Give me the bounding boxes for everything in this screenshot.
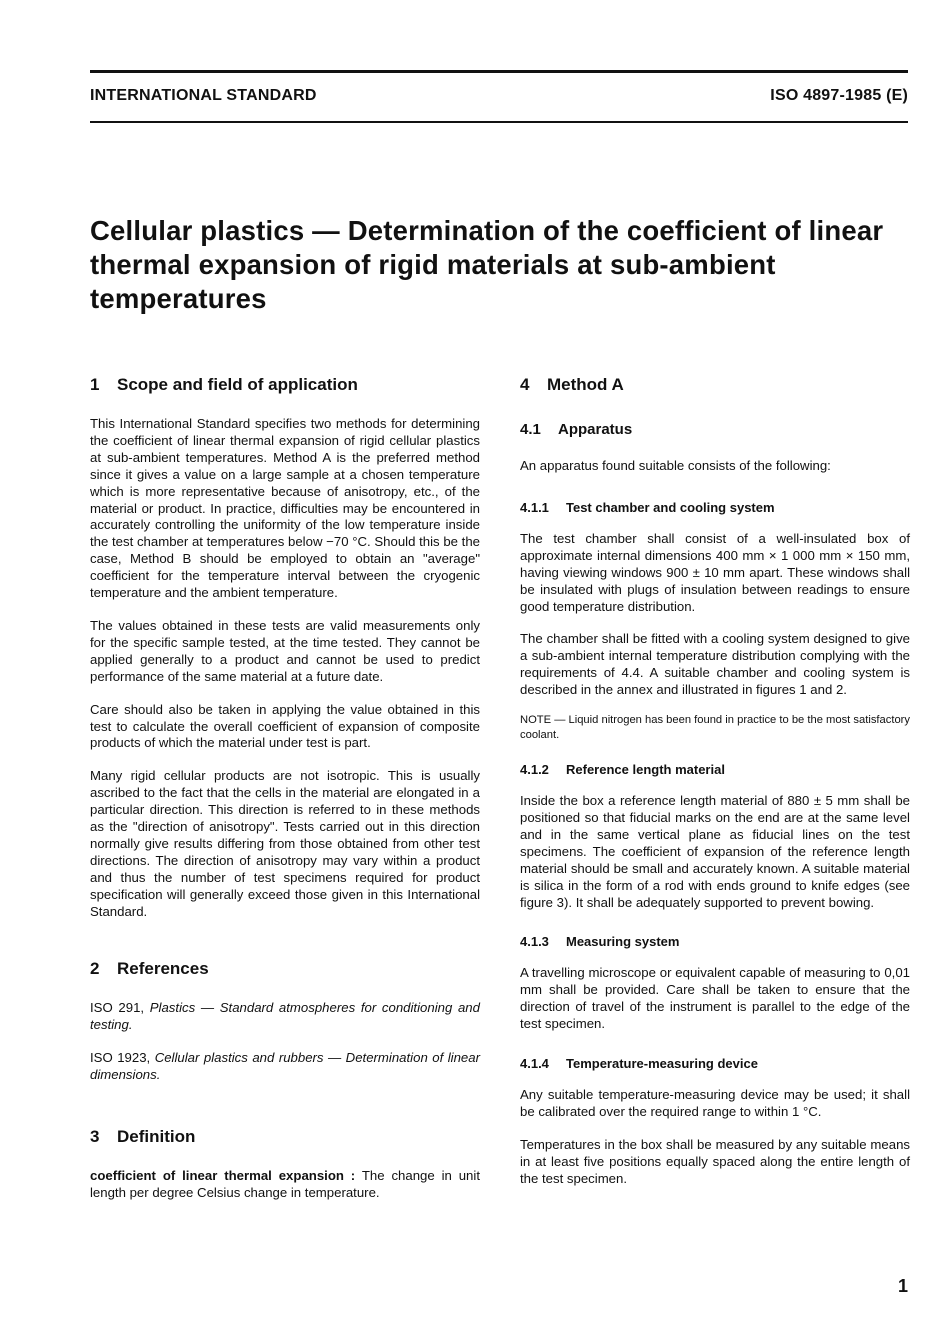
subsection-4-1-4-paragraph-2: Temperatures in the box shall be measured by any suitable means in at least five positions equally spaced along the entire length of the test specimen. — [520, 1136, 910, 1186]
section-1-title: Scope and field of application — [117, 375, 358, 394]
reference-2-title: Cellular plastics and rubbers — Determination of linear dimensions. — [90, 1050, 480, 1083]
definition-paragraph — [90, 1168, 480, 1202]
page-number: 1 — [897, 1276, 908, 1296]
subsection-4-1-heading — [520, 420, 910, 440]
subsection-4-1-1-title: Test chamber and cooling system — [566, 499, 775, 515]
subsection-4-1-4-paragraph-1: Any suitable temperature-measuring device may be used; it shall be calibrated over the required range to within 1 °C. — [520, 1087, 910, 1119]
header-standard-label: INTERNATIONAL STANDARD — [90, 87, 317, 104]
section-1-heading — [90, 374, 480, 396]
reference-2-code: ISO 1923, — [90, 1050, 151, 1066]
section-4-title: Method A — [547, 375, 624, 394]
subsection-4-1-1-paragraph-2: The chamber shall be fitted with a cooling system designed to give a sub-ambient internal temperature distribution complying with the requirements of 4.4. A suitable chamber and cooling system is described in the annex and illustrated in figures 1 and 2. — [520, 631, 910, 698]
document-title: Cellular plastics — Determination of the coefficient of linear thermal expansion of rigid materials at sub-ambient temperatures — [90, 215, 884, 314]
section-1-paragraph-1: This International Standard specifies two methods for determining the coefficient of linear thermal expansion of rigid cellular plastics at sub-ambient temperatures. Method A is the preferred method since it gives a value on a large sample at a chosen temperature which is more representative because of anisotropy, etc., of the material or product. In practice, difficulties may be encountered in accurately controlling the uniformity of the low temperature inside the test chamber at temperatures below −70 °C. Should this be the case, Method B should be employed to obtain an "average" coefficient for the temperature interval between the cryogenic temperature and the ambient temperature. — [90, 416, 480, 601]
section-3-heading — [90, 1126, 480, 1148]
reference-1-code: ISO 291, — [90, 1000, 145, 1016]
definition-term: coefficient of linear thermal expansion : — [90, 1168, 356, 1184]
subsection-4-1-3-heading — [520, 933, 910, 951]
subsection-4-1-2-heading — [520, 761, 910, 779]
section-1-number: 1 — [90, 375, 100, 394]
section-1-paragraph-3: Care should also be taken in applying the value obtained in this test to calculate the overall coefficient of expansion of composite products of which the material under test is part. — [90, 701, 480, 751]
subsection-4-1-2-number: 4.1.2 — [520, 762, 549, 778]
subsection-4-1-1-note: NOTE — Liquid nitrogen has been found in practice to be the most satisfactory coolant. — [520, 714, 910, 742]
header-top-rule — [90, 70, 908, 73]
subsection-4-1-3-paragraph-1: A travelling microscope or equivalent capable of measuring to 0,01 mm shall be provided. Care shall be taken to ensure that the direction of travel of the instrument is parallel to the edge of the test specimen. — [520, 965, 910, 1032]
section-2-number: 2 — [90, 959, 100, 979]
subsection-4-1-4-title: Temperature-measuring device — [566, 1056, 758, 1072]
subsection-4-1-1-number: 4.1.1 — [520, 499, 549, 515]
subsection-4-1-title: Apparatus — [558, 421, 633, 438]
subsection-4-1-intro: An apparatus found suitable consists of the following: — [520, 458, 831, 473]
subsection-4-1-number: 4.1 — [520, 421, 541, 438]
section-3-title: Definition — [117, 1127, 196, 1147]
subsection-4-1-4-number: 4.1.4 — [520, 1056, 549, 1072]
subsection-4-1-4-heading — [520, 1055, 910, 1073]
section-4-heading — [520, 374, 910, 396]
subsection-4-1-3-title: Measuring system — [566, 934, 680, 950]
section-1-paragraph-4: Many rigid cellular products are not isotropic. This is usually ascribed to the fact that the cells in the material are elongated in a particular direction. This direction is referred to in these methods as the "direction of anisotropy". Tests carried out in this direction normally give results differing from those obtained from other test directions. The direction of anisotropy may vary within a product and thus the number of test specimens required for product specification will generally exceed those given in this International Standard. — [90, 768, 480, 919]
header-standard-number: ISO 4897-1985 (E) — [770, 87, 908, 104]
subsection-4-1-2-paragraph-1: Inside the box a reference length material of 880 ± 5 mm shall be positioned so that fiducial marks on the end are at the same level and in the same vertical plane as fiducial lines on the test specimens. The coefficient of expansion of the reference length material should be small and accurately known. A suitable material is silica in the form of a rod with ends ground to knife edges (see figure 3). It shall be adequately supported to prevent bowing. — [520, 793, 910, 910]
section-2-title: References — [117, 959, 209, 979]
section-1-paragraph-2: The values obtained in these tests are valid measurements only for the specific sample tested, at the time tested. They cannot be applied generally to a product and cannot be used to predict performance of the same material at a future date. — [90, 617, 480, 684]
subsection-4-1-2-title: Reference length material — [566, 762, 725, 778]
reference-iso-1923 — [90, 1050, 480, 1084]
subsection-4-1-3-number: 4.1.3 — [520, 934, 549, 950]
section-2-heading — [90, 958, 480, 980]
subsection-4-1-1-heading — [520, 499, 910, 517]
section-3-number: 3 — [90, 1127, 100, 1147]
definition-text: The change in unit length per degree Celsius change in temperature. — [90, 1168, 480, 1200]
section-4-number: 4 — [520, 375, 530, 394]
left-column — [90, 374, 480, 1202]
subsection-4-1-1-paragraph-1: The test chamber shall consist of a well-insulated box of approximate internal dimensions 400 mm × 1 000 mm × 150 mm, having viewing windows 900 ± 10 mm apart. These windows shall be insulated with plugs of insulation between readings to ensure good temperature distribution. — [520, 530, 910, 614]
reference-iso-291 — [90, 1000, 480, 1034]
header-bottom-rule — [90, 121, 908, 123]
right-column — [520, 374, 910, 1188]
reference-1-title: Plastics — Standard atmospheres for conditioning and testing. — [90, 1000, 480, 1033]
